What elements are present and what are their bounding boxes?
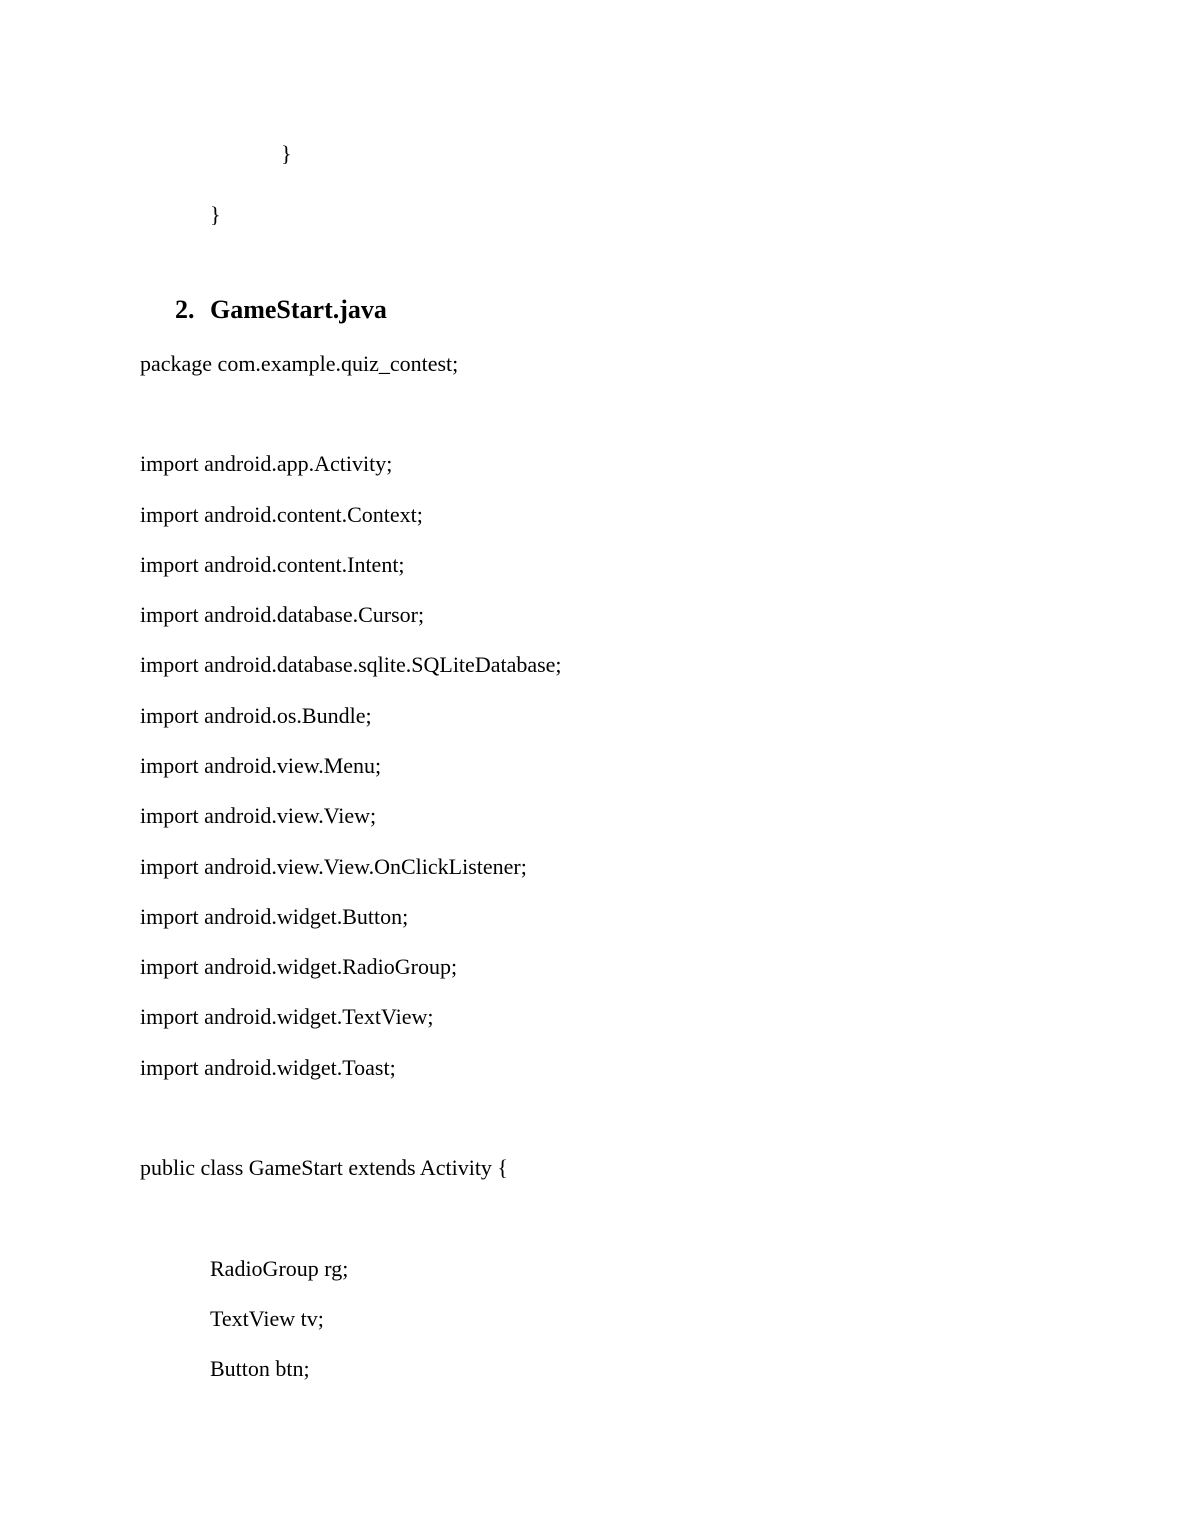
field-declaration: Button btn; xyxy=(210,1356,310,1381)
import-line: import android.view.Menu; xyxy=(140,753,382,778)
field-declaration: RadioGroup rg; xyxy=(210,1256,349,1281)
closing-brace-inner: } xyxy=(281,141,292,166)
field-declaration: TextView tv; xyxy=(210,1306,324,1331)
closing-brace-outer: } xyxy=(210,202,221,227)
import-line: import android.view.View.OnClickListener; xyxy=(140,854,527,879)
import-line: import android.content.Context; xyxy=(140,502,423,527)
import-line: import android.view.View; xyxy=(140,803,377,828)
import-line: import android.widget.RadioGroup; xyxy=(140,954,458,979)
import-line: import android.os.Bundle; xyxy=(140,703,372,728)
import-line: import android.database.Cursor; xyxy=(140,602,425,627)
class-declaration: public class GameStart extends Activity { xyxy=(140,1155,508,1180)
import-line: import android.database.sqlite.SQLiteDatabase; xyxy=(140,652,562,677)
section-heading xyxy=(175,295,575,327)
import-line: import android.widget.Button; xyxy=(140,904,409,929)
import-line: import android.widget.Toast; xyxy=(140,1055,396,1080)
section-number: 2. xyxy=(175,295,195,324)
import-line: import android.widget.TextView; xyxy=(140,1004,434,1029)
section-title: GameStart.java xyxy=(210,295,387,324)
import-line: import android.content.Intent; xyxy=(140,552,405,577)
package-line: package com.example.quiz_contest; xyxy=(140,351,459,376)
import-line: import android.app.Activity; xyxy=(140,451,393,476)
